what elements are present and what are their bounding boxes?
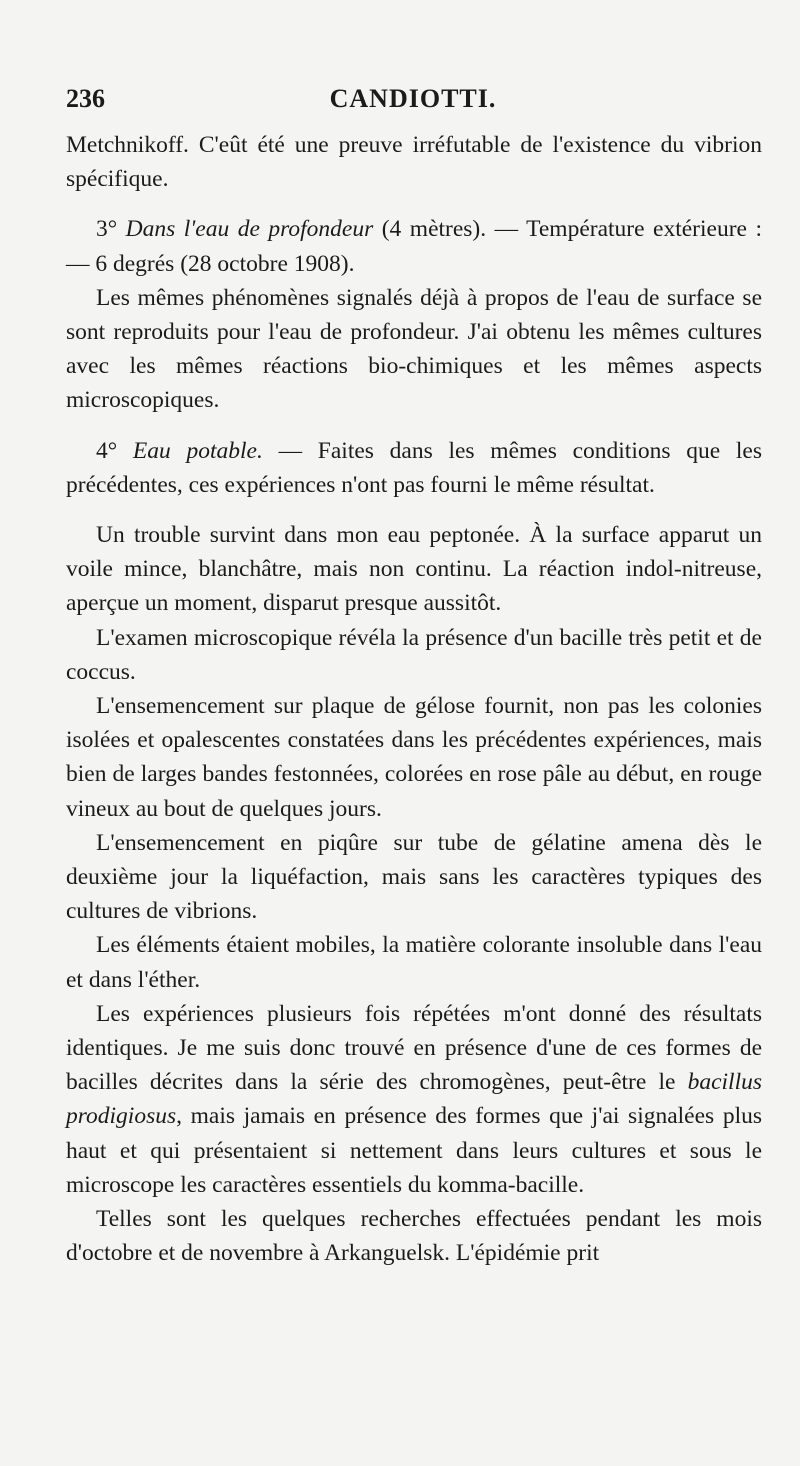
paragraph-text: Metchnikoff. C'eût été une preuve irréfutable de l'existence du vibrion spécifique.	[66, 132, 762, 193]
section-3-heading-paragraph	[66, 212, 762, 280]
paragraph	[66, 281, 762, 418]
paragraph-text: L'ensemencement sur plaque de gélose fournit, non pas les colonies isolées et opalescentes constatées dans les précédentes expériences, mais bien de larges bandes festonnées, colorées en rose pâle au début, en rouge vineux au bout de quelques jours.	[66, 693, 762, 822]
paragraph-continuation	[66, 128, 762, 196]
paragraph	[66, 689, 762, 826]
paragraph	[66, 826, 762, 929]
paragraph-text: , mais jamais en présence des formes que j'ai signalées plus haut et qui présentaient si nettement dans leurs cultures et sous le microscope les caractères essentiels du komma-bacille.	[66, 1103, 762, 1198]
running-title: CANDIOTTI.	[329, 84, 497, 113]
section-number: 4°	[96, 437, 118, 464]
section-number: 3°	[96, 216, 118, 243]
paragraph	[66, 621, 762, 689]
page-number: 236	[66, 84, 105, 113]
paragraph	[66, 1202, 762, 1270]
paragraph-text: L'ensemencement en piqûre sur tube de gélatine amena dès le deuxième jour la liquéfaction, mais sans les caractères typiques des cultures de vibrions.	[66, 829, 762, 925]
paragraph-text: L'examen microscopique révéla la présence d'un bacille très petit et de coccus.	[66, 624, 762, 685]
species-name: bacillus prodigiosus	[66, 1069, 762, 1130]
paragraph-text: Telles sont les quelques recherches effectuées pendant les mois d'octobre et de novembre à Arkanguelsk. L'épidémie prit	[66, 1206, 762, 1267]
paragraph-text: Les mêmes phénomènes signalés déjà à propos de l'eau de surface se sont reproduits pour l'eau de profondeur. J'ai obtenu les mêmes cultures avec les mêmes réactions bio-chimiques et les mêmes aspects microscopiques.	[66, 284, 762, 414]
section-title: Dans l'eau de profondeur	[125, 216, 374, 243]
paragraph	[66, 997, 762, 1202]
page-header	[66, 84, 760, 116]
paragraph-text: Les éléments étaient mobiles, la matière colorante insoluble dans l'eau et dans l'éther.	[66, 932, 762, 993]
section-title: Eau potable.	[132, 437, 263, 464]
paragraph	[66, 928, 762, 996]
section-4-heading-paragraph	[66, 434, 762, 502]
paragraph-text: Un trouble survint dans mon eau peptonée. À la surface apparut un voile mince, blanchâtre, mais non continu. La réaction indol-nitreuse, aperçue un moment, disparut presque aussitôt.	[66, 522, 762, 617]
paragraph-text: (4 mètres). — Température extérieure : — 6 degrés (28 octobre 1908).	[66, 216, 762, 277]
paragraph-text: — Faites dans les mêmes conditions que les précédentes, ces expériences n'ont pas fourni le même résultat.	[66, 437, 763, 498]
paragraph	[66, 518, 762, 621]
paragraph-text: Les expériences plusieurs fois répétées m'ont donné des résultats identiques. Je me suis donc trouvé en présence d'une de ces formes de bacilles décrites dans la série des chromogènes, peut-être le	[66, 1000, 762, 1096]
page-body	[66, 128, 762, 1271]
